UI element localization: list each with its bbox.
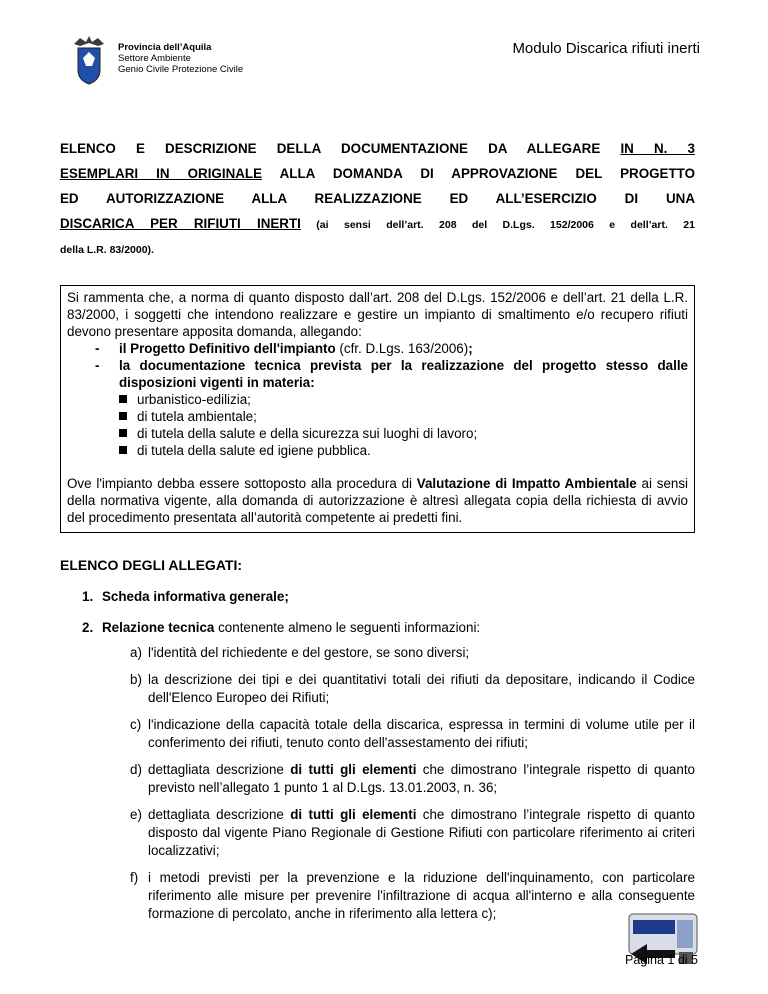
sub-text: l'identità del richiedente e del gestore, se sono diversi; [148,645,470,660]
item-number: 2. [82,620,94,635]
via-text: ai sensi della normativa vigente, alla domanda di autorizzazione è altresì allegata copia della richiesta di avvio del procedimento presentata all’autorità competente ai predetti fini. [67,476,689,525]
sub-letter: d) [130,762,142,777]
sub-text-part: che dimostrano l’integrale rispetto di quanto disposto dal vigente Piano Regionale di Gestione Rifiuti con particolare riferimento ai criteri localizzativi; [148,807,695,858]
item-number: 1. [82,589,94,604]
dash-bold: il Progetto Definitivo dell'impianto [119,341,336,356]
notice-dash-item [95,357,688,391]
sub-letter: c) [130,717,142,732]
sub-item [130,671,695,707]
page-number: Pagina 1 di 5 [625,953,698,967]
bullet-text: urbanistico-edilizia; [137,392,251,407]
page-header [60,28,700,88]
bullet-square-icon [119,395,127,403]
sub-text [148,761,695,797]
bullet-text: di tutela della salute e della sicurezza sui luoghi di lavoro; [137,426,478,441]
dash-text: la documentazione tecnica prevista per la realizzazione del progetto stesso dalle disposizioni vigenti in materia: [119,358,688,390]
notice-box [60,285,695,533]
sub-text-part: che dimostrano l’integrale rispetto di quanto previsto nell’allegato 1 punto 1 al D.Lgs. 13.01.2003, n. 36; [148,762,695,795]
sub-item [130,806,695,860]
module-title: Modulo Discarica rifiuti inerti [512,40,700,57]
title-line-3: ED AUTORIZZAZIONE ALLA REALIZZAZIONE ED ALL’ESERCIZIO DI UNA [60,191,695,206]
notice-dash-item [95,340,688,357]
sub-letter: f) [130,870,139,885]
sub-item [130,761,695,797]
dash-marker: - [95,341,100,356]
title-text: ELENCO E DESCRIZIONE DELLA DOCUMENTAZIONE DA ALLEGARE [60,141,621,156]
document-body [60,136,695,923]
item-rest: contenente almeno le seguenti informazioni: [214,620,481,635]
dash-rest: (cfr. D.Lgs. 163/2006) [335,341,469,356]
sub-item [130,869,695,923]
sub-item [130,716,695,752]
item-text [102,620,480,635]
attachment-item [82,620,695,635]
attachment-item [82,589,695,604]
title-line-2 [60,161,695,186]
attachments-heading: ELENCO DEGLI ALLEGATI: [60,557,242,573]
sub-text-bold: di tutti gli elementi [290,762,417,777]
title-underlined: ESEMPLARI IN ORIGINALE [60,166,263,181]
sub-text-part: dettagliata descrizione [148,762,291,777]
sub-text: l'indicazione della capacità totale della discarica, espressa in termini di volume utile per il conferimento dei rifiuti, tenuto conto dell'assestamento dei rifiuti; [148,717,695,750]
sub-letter: a) [130,645,142,660]
sub-item [130,644,695,662]
sub-letter: b) [130,672,142,687]
bullet-square-icon [119,446,127,454]
org-dept-civil: Genio Civile Protezione Civile [118,64,244,75]
title-line-4 [60,211,695,238]
sub-text: la descrizione dei tipi e dei quantitativi totali dei rifiuti da depositare, indicando il Codice dell'Elenco Europeo dei Rifiuti; [148,672,695,705]
bullet-text: di tutela ambientale; [137,409,257,424]
organization-block [118,42,243,75]
sub-text-bold: di tutti gli elementi [290,807,417,822]
notice-bullet [119,425,688,442]
org-dept-environment: Settore Ambiente [118,53,191,64]
dash-text [119,340,688,357]
document-title [60,136,695,263]
sub-text: i metodi previsti per la prevenzione e la riduzione dell'inquinamento, con particolare riferimento alle misure per prevenire l'infiltrazione di acqua all'interno e alla conseguente formazione di percolato, anche in riferimento alla lettera c); [148,870,695,921]
sub-text-part: dettagliata descrizione [148,807,291,822]
notice-bullet [119,408,688,425]
item-text: Scheda informativa generale; [102,589,289,604]
notice-intro: Si rammenta che, a norma di quanto disposto dall’art. 208 del D.Lgs. 152/2006 e dell’art. 21 della L.R. 83/2000, i soggetti che intendono realizzare e gestire un impianto di smaltimento e/o recupero rifiuti devono presentare apposita domanda, allegando: [67,290,688,339]
notice-via-paragraph [67,475,688,526]
notice-bullet [119,442,688,459]
title-reference: (ai sensi dell’art. 208 del D.Lgs. 152/2006 e dell’art. 21 [300,219,695,231]
title-underlined: IN N. 3 [620,141,696,156]
bullet-square-icon [119,412,127,420]
sub-letter: e) [130,807,142,822]
title-underlined: DISCARICA PER RIFIUTI INERTI [60,216,301,231]
via-text: Ove l'impianto debba essere sottoposto alla procedura di [67,476,417,491]
title-line-5: della L.R. 83/2000). [60,244,154,256]
title-text: ALLA DOMANDA DI APPROVAZIONE DEL PROGETTO [262,166,695,181]
title-line-1 [60,136,695,161]
item-bold: Relazione tecnica [102,620,215,635]
org-name: Provincia dell’Aquila [118,42,212,53]
dash-end: ; [468,341,473,356]
dash-marker: - [95,358,100,373]
sub-text [148,806,695,860]
bullet-text: di tutela della salute ed igiene pubblica. [137,443,371,458]
provincia-crest-icon [70,36,108,86]
via-bold: Valutazione di Impatto Ambientale [416,476,637,491]
bullet-square-icon [119,429,127,437]
notice-bullet [119,391,688,408]
